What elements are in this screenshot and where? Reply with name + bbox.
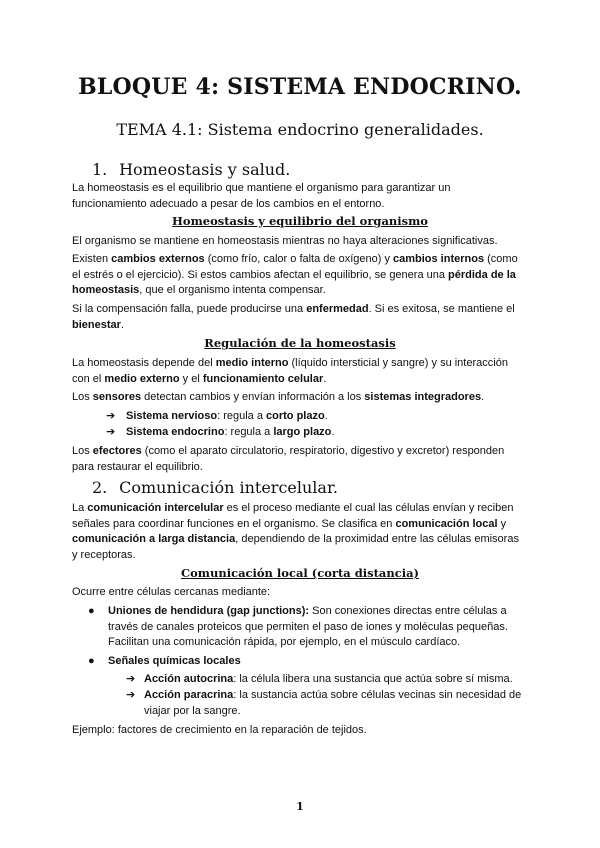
paragraph: Los sensores detectan cambios y envían información a los sistemas integradores. — [72, 391, 485, 403]
paragraph: La homeostasis es el equilibrio que mantiene el organismo para garantizar un funcionamiento adecuado a pesar de los cambios en el entorno. — [72, 182, 451, 210]
paragraph: Ocurre entre células cercanas mediante: — [72, 586, 271, 598]
section-number: 1. — [92, 160, 108, 179]
paragraph: La comunicación intercelular es el proceso mediante el cual las células envían y reciben señales para coordinar funciones en el organismo. Se clasifica en comunicación local y comunicación a larga distancia, dependiendo de la proximidad entre las células emisoras y receptoras. — [72, 502, 519, 561]
bullet-icon: ● — [88, 655, 95, 667]
document-subtitle: TEMA 4.1: Sistema endocrino generalidades. — [116, 120, 484, 139]
section-heading-1 — [92, 160, 290, 179]
subheading: Homeostasis y equilibrio del organismo — [172, 214, 428, 228]
subheading: Comunicación local (corta distancia) — [180, 566, 420, 580]
paragraph: Ejemplo: factores de crecimiento en la reparación de tejidos. — [72, 724, 367, 736]
section-number: 2. — [92, 478, 108, 497]
document-title: BLOQUE 4: SISTEMA ENDOCRINO. — [78, 74, 522, 100]
subheading: Regulación de la homeostasis — [204, 336, 396, 350]
paragraph: Existen cambios externos (como frío, calor o falta de oxígeno) y cambios internos (como el estrés o el ejercicio). Si estos cambios afectan el equilibrio, se genera una pérdida de la homeostasis, que el organismo intenta compensar. — [72, 253, 518, 296]
page-number: 1 — [296, 800, 304, 813]
paragraph: Los efectores (como el aparato circulatorio, respiratorio, digestivo y excretor) responden para restaurar el equilibrio. — [72, 445, 505, 473]
arrow-icon: ➔ — [126, 689, 136, 701]
section-heading-2 — [92, 478, 338, 497]
arrow-list-item: ➔ Sistema nervioso: regula a corto plazo. — [106, 409, 328, 425]
arrow-icon: ➔ — [126, 673, 136, 685]
bullet-icon: ● — [88, 605, 95, 617]
arrow-list-item: ➔ Acción autocrina: la célula libera una sustancia que actúa sobre sí misma. — [126, 672, 526, 688]
arrow-list-item: ➔ Acción paracrina: la sustancia actúa sobre células vecinas sin necesidad de viajar por la sangre. — [126, 689, 522, 717]
bullet-list-item: ● Señales químicas locales — [88, 654, 528, 670]
arrow-list-item: ➔ Sistema endocrino: regula a largo plazo. — [106, 425, 334, 441]
paragraph: Si la compensación falla, puede producirse una enfermedad. Si es exitosa, se mantiene el bienestar. — [72, 303, 515, 331]
section-title: Comunicación intercelular. — [119, 478, 338, 497]
paragraph: El organismo se mantiene en homeostasis mientras no haya alteraciones significativas. — [72, 235, 498, 247]
paragraph: La homeostasis depende del medio interno (líquido intersticial y sangre) y su interacción con el medio externo y el funcionamiento celular. — [72, 357, 508, 385]
section-title: Homeostasis y salud. — [119, 160, 291, 179]
arrow-icon: ➔ — [106, 410, 116, 422]
arrow-icon: ➔ — [106, 426, 116, 438]
bullet-list-item: ● Uniones de hendidura (gap junctions): Son conexiones directas entre células a través de canales proteicos que permiten el paso de iones y moléculas pequeñas. Facilitan una comunicación rápida, por ejemplo, en el músculo cardíaco. — [88, 605, 508, 648]
